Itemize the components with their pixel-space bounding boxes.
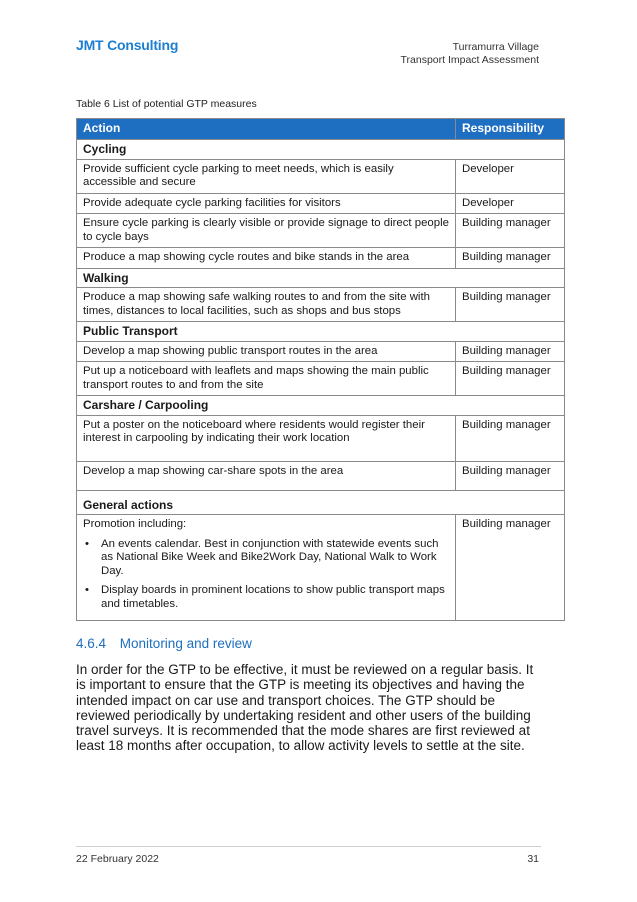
table-row: [77, 362, 565, 396]
page-number: 31: [527, 853, 539, 865]
responsibility-cell: Building manager: [456, 341, 565, 362]
table-row: [77, 159, 565, 193]
footer-divider: [76, 846, 541, 847]
document-type: Transport Impact Assessment: [400, 53, 539, 66]
table-header-row: [77, 119, 565, 140]
action-cell: Provide sufficient cycle parking to meet needs, which is easily accessible and secure: [77, 159, 456, 193]
bullet-icon: •: [85, 584, 89, 596]
section-title: Monitoring and review: [119, 636, 252, 651]
table-caption: Table 6 List of potential GTP measures: [76, 98, 257, 110]
table-row: [77, 461, 565, 490]
table-row: [77, 214, 565, 248]
section-row-general-actions: General actions: [77, 490, 565, 515]
document-header: [401, 41, 540, 66]
list-item: • An events calendar. Best in conjunction with statewide events such as National Bike Week and Bike2Work Day, National Walk to Work Day.: [85, 537, 439, 577]
promotion-list: [83, 538, 449, 612]
responsibility-cell: Building manager: [456, 214, 565, 248]
section-row-cycling: Cycling: [77, 140, 565, 160]
action-cell: Develop a map showing car-share spots in the area: [77, 461, 456, 490]
table-row: [77, 515, 565, 621]
action-cell: [77, 515, 456, 621]
responsibility-cell: Building manager: [456, 415, 565, 461]
responsibility-cell: Developer: [456, 193, 565, 214]
section-row-carshare: Carshare / Carpooling: [77, 396, 565, 416]
responsibility-cell: Developer: [456, 159, 565, 193]
table-row: [77, 415, 565, 461]
gtp-measures-table: [76, 118, 565, 621]
responsibility-cell: Building manager: [456, 288, 565, 322]
section-row-public-transport: Public Transport: [77, 322, 565, 342]
company-logo: JMT Consulting: [76, 37, 179, 53]
list-item: • Display boards in prominent locations to show public transport maps and timetables.: [85, 584, 445, 610]
table-row: [77, 193, 565, 214]
column-header-responsibility: Responsibility: [456, 119, 565, 140]
action-cell: Ensure cycle parking is clearly visible or provide signage to direct people to cycle bays: [77, 214, 456, 248]
section-heading: [76, 636, 252, 651]
promotion-intro: Promotion including:: [83, 518, 187, 530]
action-cell: Put a poster on the noticeboard where residents would register their interest in carpooling by indicating their work location: [77, 415, 456, 461]
action-cell: Put up a noticeboard with leaflets and maps showing the main public transport routes to and from the site: [77, 362, 456, 396]
table-row: [77, 341, 565, 362]
responsibility-cell: Building manager: [456, 515, 565, 621]
responsibility-cell: Building manager: [456, 248, 565, 269]
table-row: [77, 248, 565, 269]
column-header-action: Action: [77, 119, 456, 140]
responsibility-cell: Building manager: [456, 362, 565, 396]
project-name: Turramurra Village: [452, 41, 539, 53]
bullet-icon: •: [85, 537, 89, 550]
action-cell: Produce a map showing safe walking routes to and from the site with times, distances to local facilities, such as shops and bus stops: [77, 288, 456, 322]
section-number: 4.6.4: [76, 636, 107, 651]
action-cell: Provide adequate cycle parking facilities for visitors: [77, 193, 456, 214]
table-row: [77, 288, 565, 322]
action-cell: Develop a map showing public transport routes in the area: [77, 341, 456, 362]
responsibility-cell: Building manager: [456, 461, 565, 490]
action-cell: Produce a map showing cycle routes and bike stands in the area: [77, 248, 456, 269]
section-row-walking: Walking: [77, 268, 565, 288]
footer-date: 22 February 2022: [76, 853, 159, 865]
body-paragraph: In order for the GTP to be effective, it must be reviewed on a regular basis. It is important to ensure that the GTP is meeting its objectives and having the intended impact on car use and transport choices. The GTP should be reviewed periodically by undertaking resident and other users of the building travel surveys. It is recommended that the mode shares are first reviewed at least 18 months after occupation, to allow activity levels to settle at the site.: [76, 662, 534, 754]
